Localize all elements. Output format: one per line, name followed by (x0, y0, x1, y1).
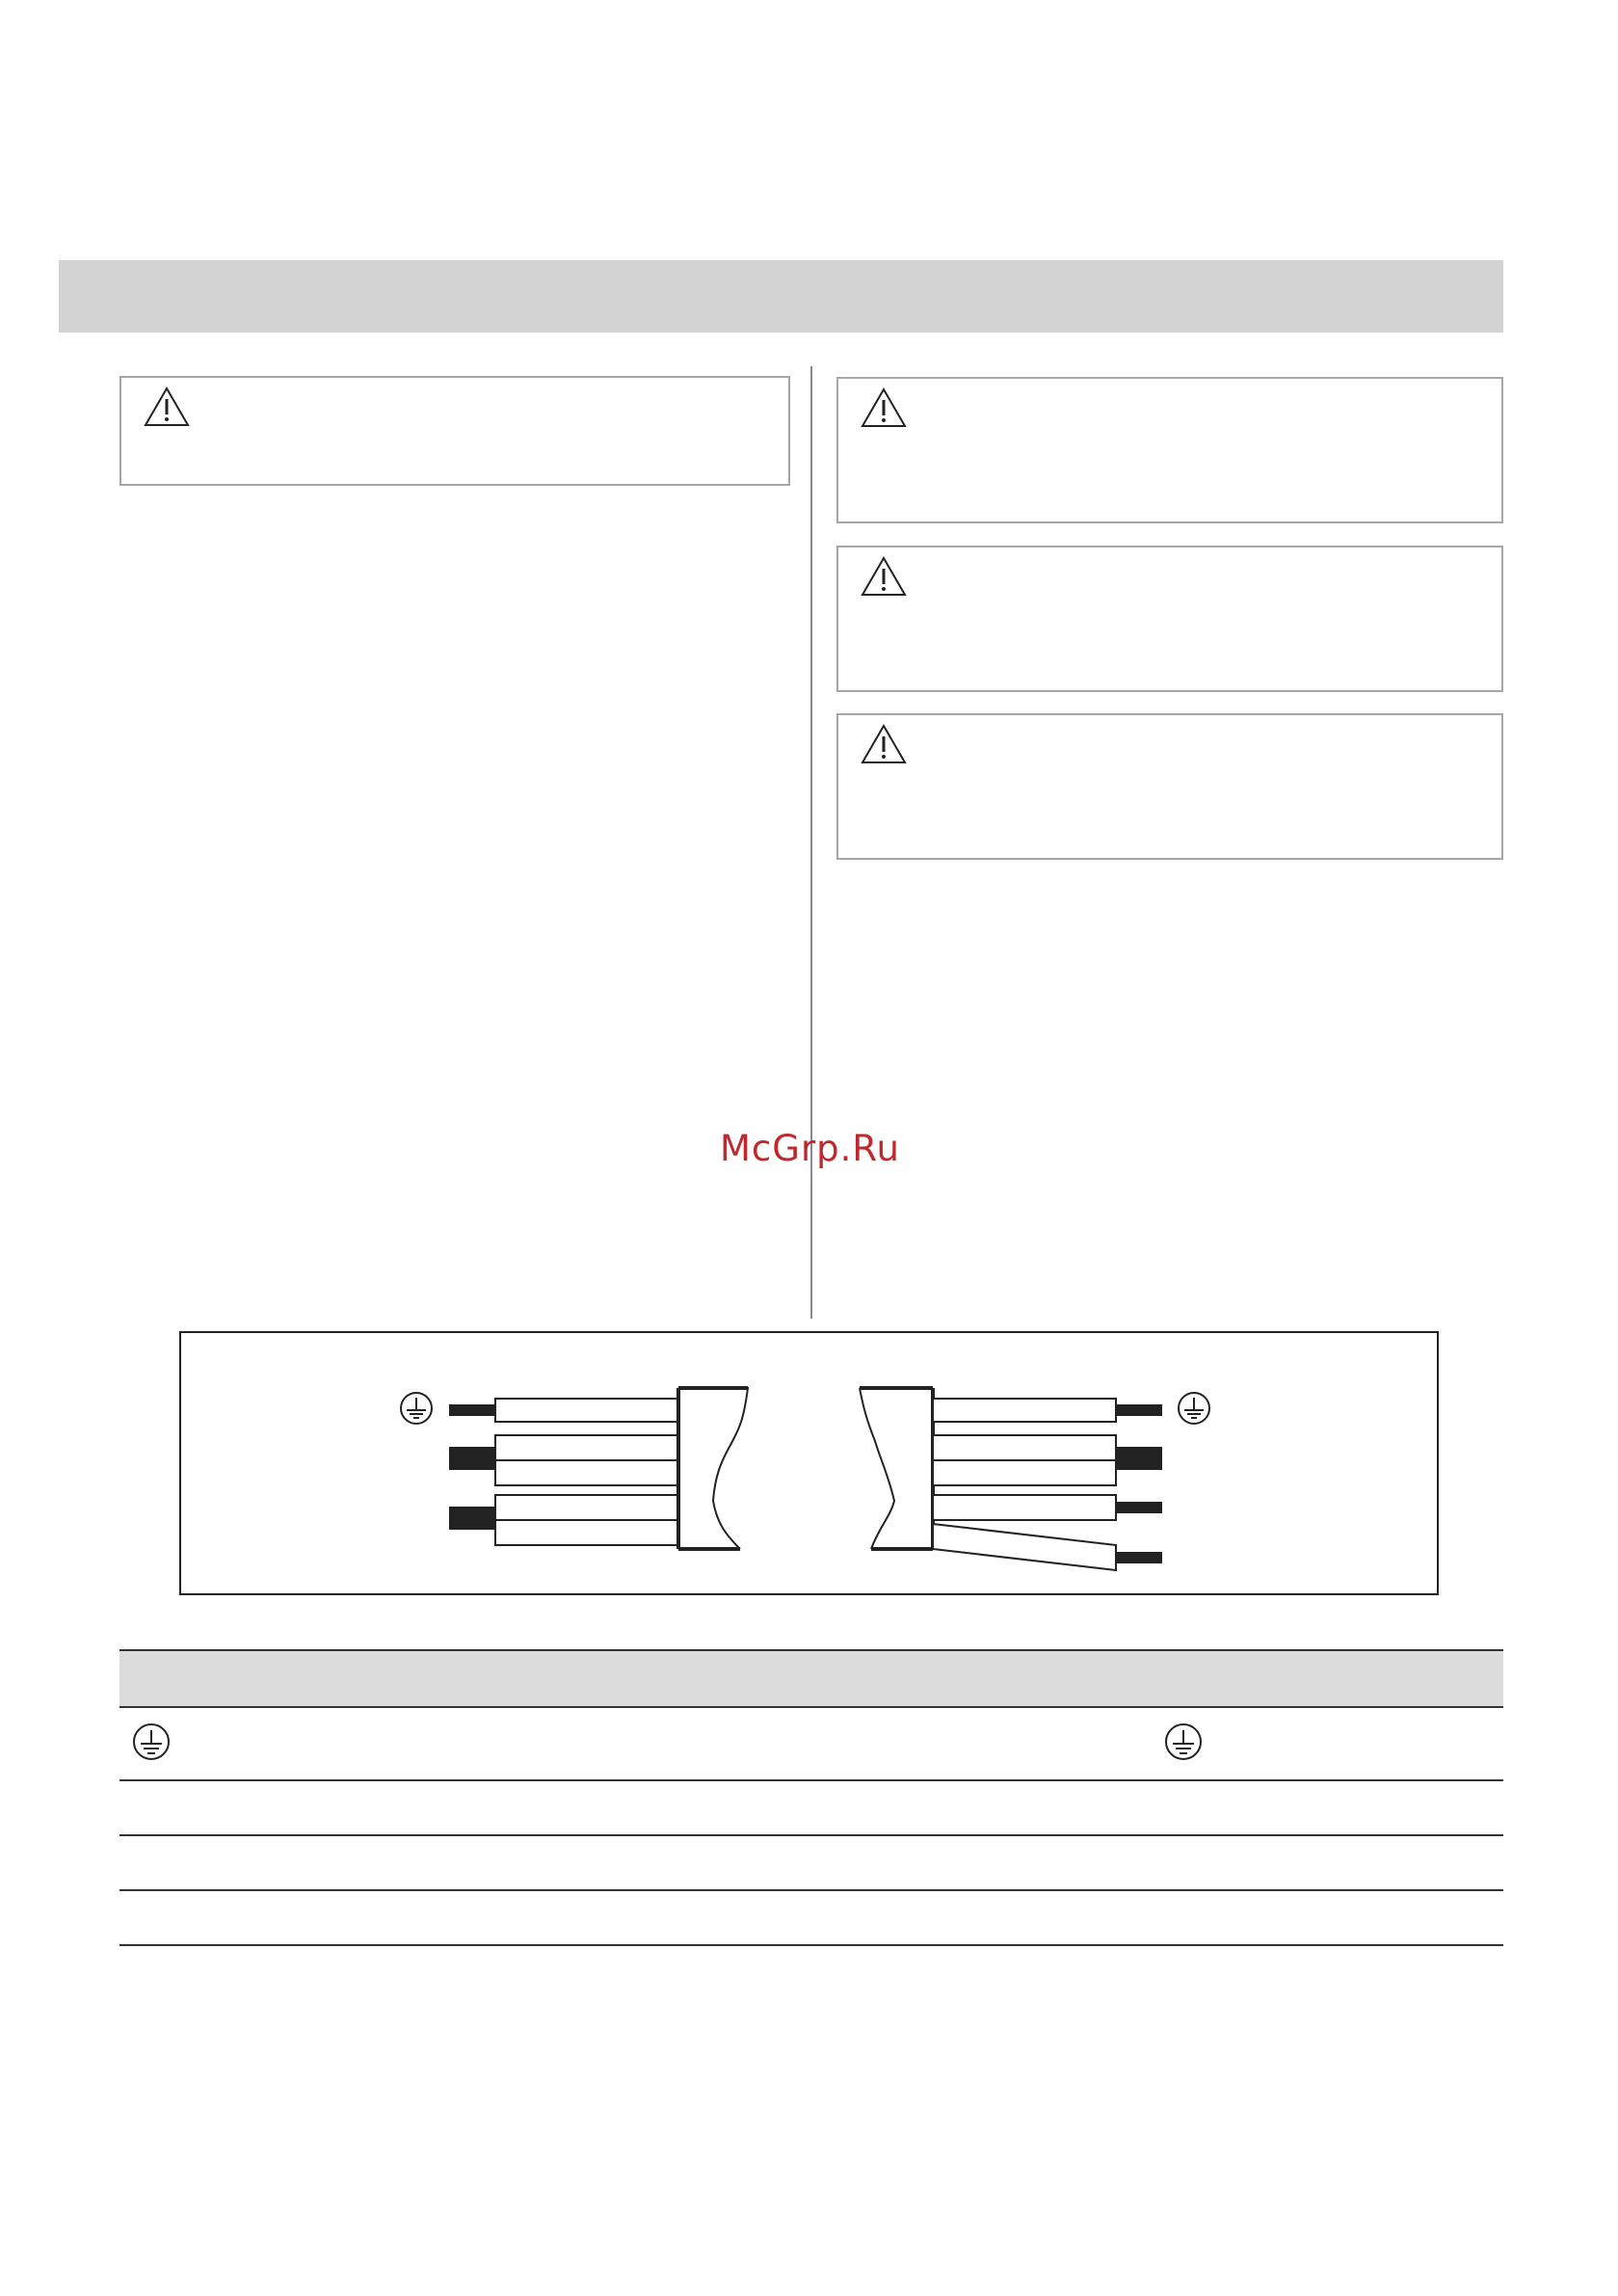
wire-2 (933, 1495, 1116, 1520)
left-cable-diagram (401, 1388, 748, 1549)
warning-triangle-icon (860, 555, 908, 598)
warning-triangle-icon (860, 387, 908, 429)
wire-1a (933, 1435, 1116, 1460)
earth-wire (495, 1399, 678, 1422)
watermark-text: McGrp.Ru (720, 1128, 900, 1169)
wire-core-3 (1116, 1552, 1162, 1563)
earth-ground-icon (132, 1722, 171, 1761)
table-row-divider (119, 1944, 1503, 1946)
table-row-divider (119, 1889, 1503, 1891)
wire-core-pair (1116, 1447, 1162, 1470)
wire-core-2 (1116, 1502, 1162, 1513)
table-row-divider (119, 1834, 1503, 1836)
section-header-band (59, 260, 1503, 333)
warning-triangle-icon (860, 723, 908, 765)
earth-wire-core (1116, 1404, 1162, 1416)
wire-core-pair-1 (449, 1447, 495, 1470)
table-row-divider (119, 1779, 1503, 1781)
warning-triangle-icon (143, 386, 191, 428)
wire-1a (495, 1435, 678, 1460)
wire-core-pair-2 (449, 1507, 495, 1530)
earth-wire (933, 1399, 1116, 1422)
wire-2b (495, 1520, 678, 1545)
wire-1b (495, 1460, 678, 1485)
warning-box-left (119, 376, 790, 486)
column-divider (810, 366, 812, 1319)
wire-1b (933, 1460, 1116, 1485)
table-header (119, 1649, 1503, 1708)
earth-wire-core (449, 1404, 495, 1416)
warning-box-right-1 (836, 377, 1503, 523)
wire-2a (495, 1495, 678, 1520)
warning-box-right-2 (836, 546, 1503, 692)
earth-ground-icon (1164, 1722, 1203, 1761)
cable-wiring-diagram (179, 1331, 1439, 1595)
warning-box-right-3 (836, 713, 1503, 860)
